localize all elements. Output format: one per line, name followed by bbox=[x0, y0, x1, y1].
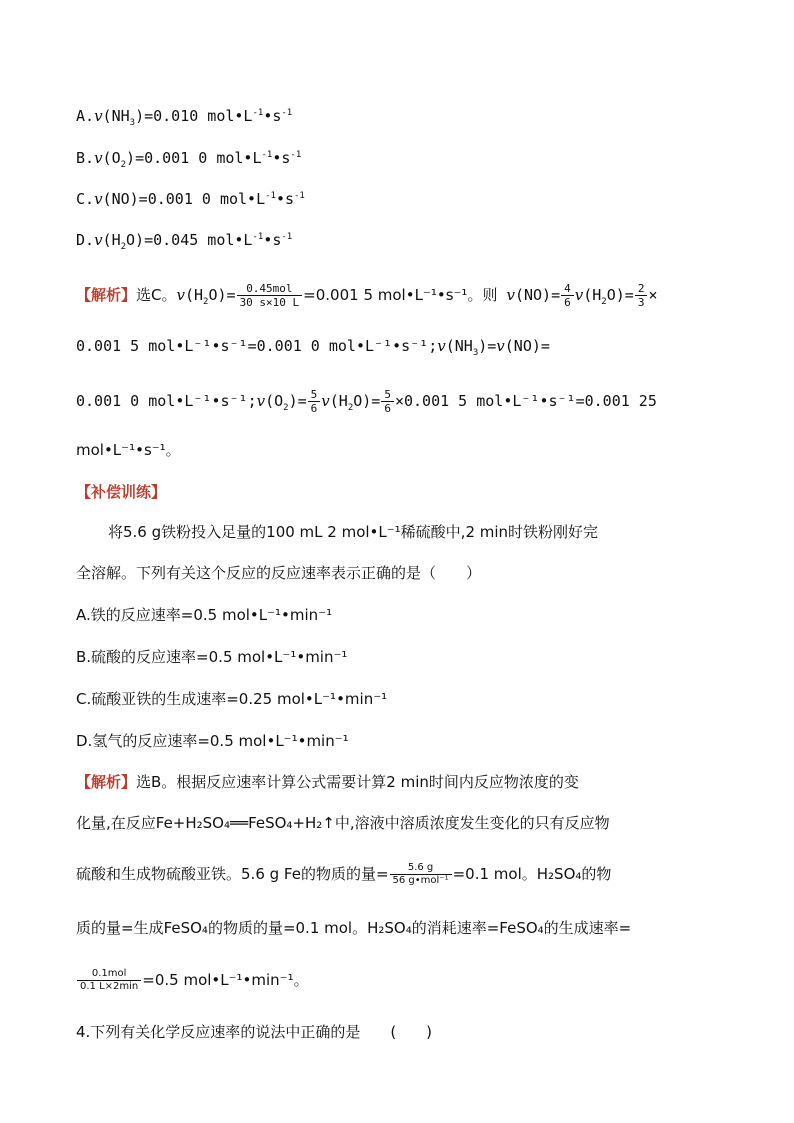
supplement-option-b: B.硫酸的反应速率=0.5 mol•L⁻¹•min⁻¹ bbox=[76, 648, 348, 666]
fraction: $\frac{\text{0.1mol}}{0.1 L\times 2\min}$ bbox=[77, 968, 141, 993]
supplement-stem-line1: 将5.6 g铁粉投入足量的100 mL 2 mol•L⁻¹稀硫酸中,2 min时铁粉刚好完 bbox=[108, 523, 599, 541]
option-c: C.v(NO)=0.001 0 $mol•L^{-1}•s^{-1}$ bbox=[76, 190, 305, 208]
fraction: $\frac{2}{3}$ bbox=[635, 282, 648, 309]
fraction: $\frac{5.6 g}{\text{56 g•mol⁻¹}}$ bbox=[390, 862, 452, 887]
analysis2-line4: 质的量=生成FeSO₄的物质的量=0.1 mol。H₂SO₄的消耗速率=FeSO₄的生成速率= bbox=[76, 919, 632, 937]
supplement-option-a: A.铁的反应速率=0.5 mol•L⁻¹•min⁻¹ bbox=[76, 606, 333, 624]
supplement-heading: 【补偿训练】 bbox=[76, 483, 167, 501]
fraction: $\frac{\text{0.45mol}}{30 s\times 10 L}$ bbox=[237, 282, 303, 309]
analysis2-line3: 硫酸和生成物硫酸亚铁。5.6 g Fe的物质的量= $\frac{5.6 g}{\text{56 g•mol⁻¹}}$ =0.1 mol。H₂SO₄的物 bbox=[76, 862, 612, 886]
fraction: $\frac{5}{6}$ bbox=[381, 388, 394, 415]
question-4: 4.下列有关化学反应速率的说法中正确的是 ( ) bbox=[76, 1023, 433, 1041]
analysis2-line2: 化量,在反应Fe+H₂SO₄══FeSO₄+H₂↑中,溶液中溶质浓度发生变化的只有反应物 bbox=[76, 814, 610, 832]
option-a: $A.v(NH_3)=0.010$ $mol•L^{-1}•s^{-1}$ bbox=[76, 107, 293, 128]
analysis1-line1: 【解析】选C。$v(H_2O)=$ $\frac{\text{0.45mol}}{30 s\times 10 L}$ =0.001 5 mol•L⁻¹•s⁻¹。则 v(NO)= $\frac{4}{6}$ $v(H_2O)=$ $\frac{2}{3}$ × bbox=[76, 282, 658, 309]
option-d: $D.v(H_2O)=0.045$ $mol•L^{-1}•s^{-1}$ bbox=[76, 231, 293, 252]
fraction: $\frac{4}{6}$ bbox=[561, 282, 574, 309]
analysis2-line1: 【解析】选B。根据反应速率计算公式需要计算2 min时间内反应物浓度的变 bbox=[76, 773, 579, 791]
fraction: $\frac{5}{6}$ bbox=[308, 388, 321, 415]
supplement-option-c: C.硫酸亚铁的生成速率=0.25 mol•L⁻¹•min⁻¹ bbox=[76, 690, 388, 708]
analysis2-line5: $\frac{\text{0.1mol}}{0.1 L\times 2\min}$ =0.5 mol•L⁻¹•min⁻¹。 bbox=[76, 968, 309, 993]
analysis1-line2: 0.001 5 mol•L⁻¹•s⁻¹=0.001 0 $mol•L^{-1}•s^{-1};v(NH_3)=v(NO)=$ bbox=[76, 337, 550, 358]
option-b: $B.v(O_2)=0.001$ 0 $mol•L^{-1}•s^{-1}$ bbox=[76, 149, 302, 170]
analysis1-line4: mol•L⁻¹•s⁻¹。 bbox=[76, 441, 181, 459]
supplement-option-d: D.氢气的反应速率=0.5 mol•L⁻¹•min⁻¹ bbox=[76, 732, 349, 750]
analysis1-line3: 0.001 0 $mol•L^{-1}•s^{-1};v(O_2)=$ $\frac{5}{6}$ $v(H_2O)=$ $\frac{5}{6}$ ×0.001 5 mol•L⁻¹•s⁻¹=0.001 25 bbox=[76, 388, 657, 415]
supplement-stem-line2: 全溶解。下列有关这个反应的反应速率表示正确的是（ ） bbox=[76, 564, 482, 582]
analysis-tag: 【解析】 bbox=[76, 286, 137, 304]
